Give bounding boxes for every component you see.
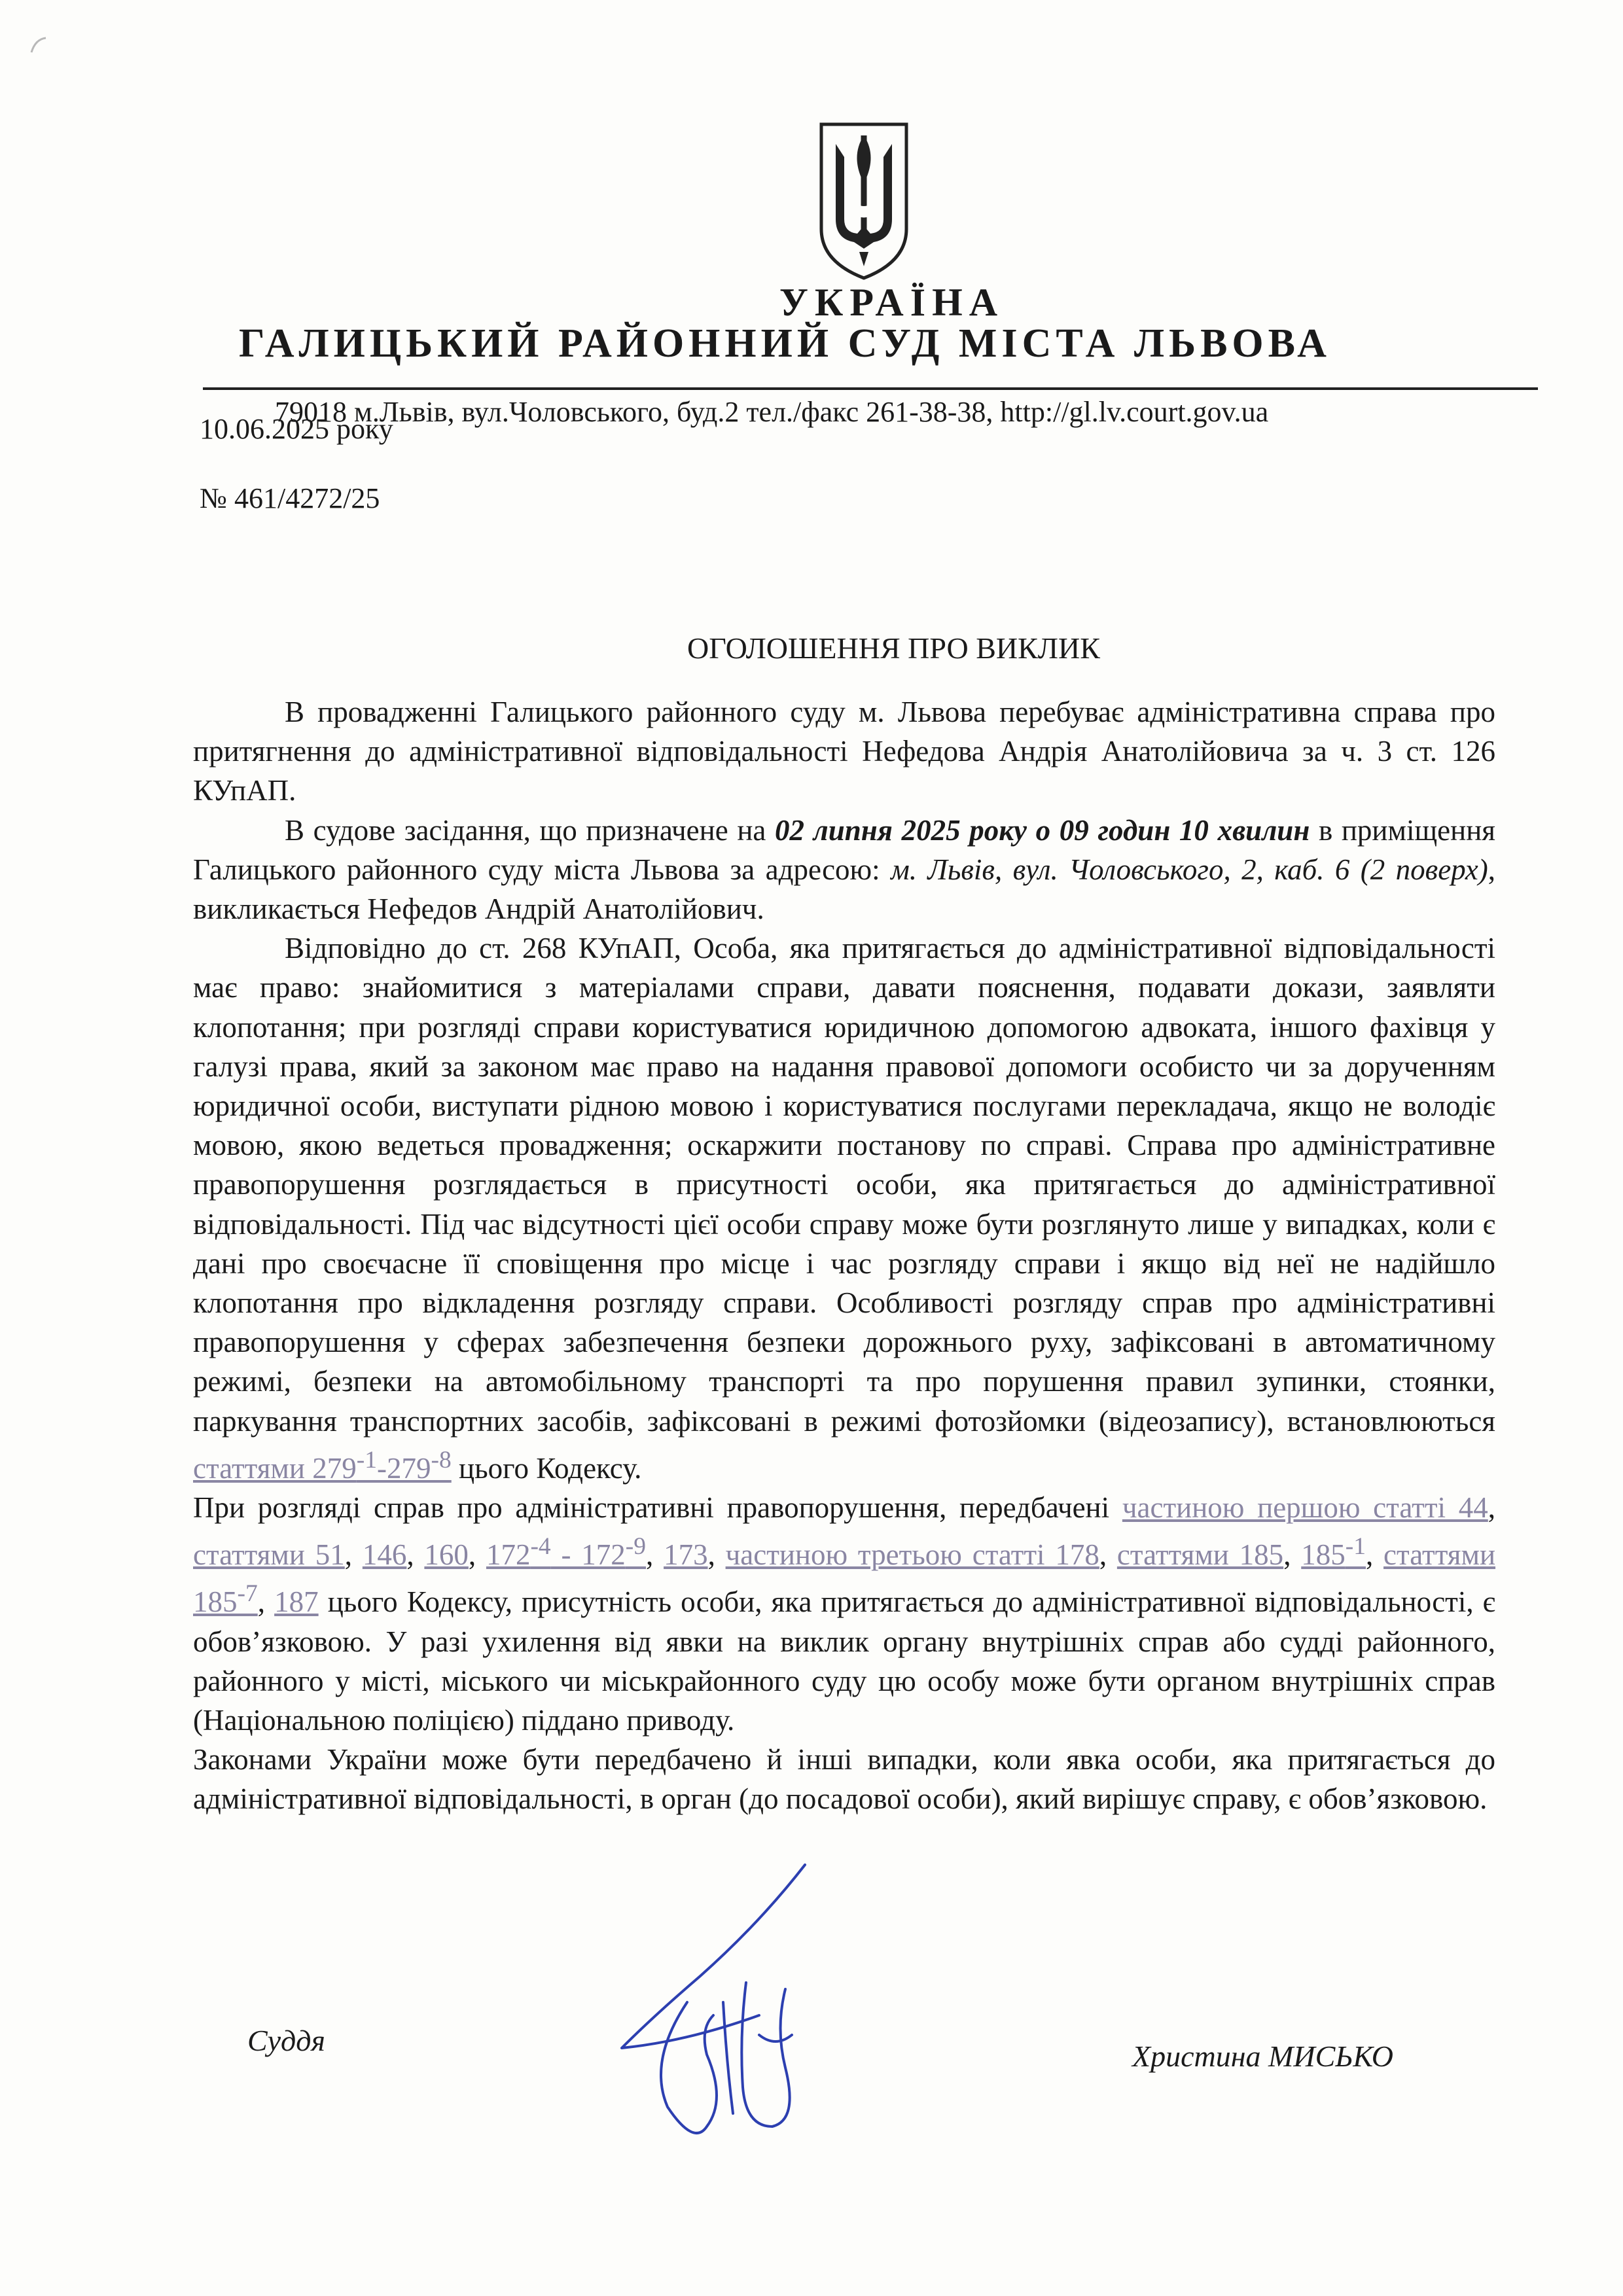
law-link[interactable]: 160 <box>424 1538 469 1572</box>
document-date: 10.06.2025 року <box>200 413 393 445</box>
hearing-text: в приміщення Галицького районного суду міста Львова за адресою: <box>193 813 1495 886</box>
paragraph-case: В провадженні Галицького районного суду м. Львова перебуває адміністративна справа про притягнення до адміністративної відповідальності Нефедова Андрія Анатолійовича за ч. 3 ст. 126 КУпАП. <box>193 696 1495 807</box>
document-body <box>193 692 1495 1819</box>
court-name: ГАЛИЦЬКИЙ РАЙОННИЙ СУД МІСТА ЛЬВОВА <box>239 321 1331 366</box>
hearing-text: , викликається Нефедов Андрій Анатолійович. <box>193 853 1495 926</box>
scan-mark-icon <box>26 33 52 59</box>
law-link-sup: -7 <box>237 1580 258 1608</box>
law-link[interactable]: 146 <box>362 1538 407 1572</box>
law-link-sup: -9 <box>625 1533 647 1561</box>
law-link-text: - 172 <box>550 1538 626 1572</box>
law-link[interactable]: 173 <box>664 1538 708 1572</box>
law-link-sup: -4 <box>530 1533 551 1561</box>
law-link-text: -279 <box>377 1451 431 1485</box>
case-number: № 461/4272/25 <box>200 482 380 514</box>
judge-label: Суддя <box>247 2024 325 2057</box>
country-name: УКРАЇНА <box>779 281 1005 324</box>
court-address: 79018 м.Львів, вул.Чоловського, буд.2 тел./факс 261-38-38, http://gl.lv.court.gov.ua <box>275 396 1269 428</box>
law-link-text: 185 <box>1301 1538 1346 1572</box>
law-link-sup: -8 <box>431 1446 452 1474</box>
paragraph-rights <box>193 928 1495 1488</box>
law-link[interactable]: статтями 51 <box>193 1538 345 1572</box>
law-link[interactable]: статтями 185 <box>1116 1538 1284 1572</box>
law-link[interactable] <box>486 1533 647 1572</box>
paragraph-presence: При розгляді справ про адміністративні правопорушення, передбачені частиною першою статті 44, статтями 51, 146, 160, $172^{-4} - 172^{-9}$, 173, частиною третьою статті 178, статтями 185, $185^{-1}$, статтями $185^{-7}$, 187 цього Кодексу, присутність особи, яка притягається до адміністративної відповідальності, є обов’язковою. У разі ухилення від явки на виклик органу внутрішніх справ або судді районного, районного у місті, міського чи міськрайонного суду цю особу може бути органом внутрішніх справ (Національною поліцією) піддано приводу. <box>193 1491 1496 1737</box>
law-link-text: статтями 185 <box>193 1538 1496 1619</box>
law-link[interactable] <box>193 1446 452 1485</box>
law-link[interactable]: частиною третьою статті 178 <box>725 1538 1099 1572</box>
law-link-sup: -1 <box>1345 1533 1366 1561</box>
judge-name: Христина МИСЬКО <box>1132 2040 1394 2073</box>
law-link[interactable] <box>1301 1533 1366 1572</box>
rights-text: цього Кодексу. <box>451 1451 642 1485</box>
hearing-datetime: 02 липня 2025 року о 09 годин 10 хвилин <box>775 813 1310 847</box>
paragraph-hearing <box>193 811 1495 929</box>
law-link-sup: -1 <box>356 1446 377 1474</box>
rights-text: Відповідно до ст. 268 КУпАП, Особа, яка притягається до адміністративної відповідальності має право: знайомитися з матеріалами справи, давати пояснення, подавати докази, заявляти клопотання; при розгляді справи користуватися юридичною допомогою адвоката, іншого фахівця у галузі права, який за законом має право на надання правової допомоги особисто чи за дорученням юридичної особи, виступати рідною мовою і користуватися послугами перекладача, якщо не володіє мовою, якою ведеться провадження; оскаржити постанову по справі. Справа про адміністративне правопорушення розглядається в присутності особи, яка притягається до адміністративної відповідальності. Під час відсутності цієї особи справу може бути розглянуто лише у випадках, коли є дані про своєчасне її сповіщення про місце і час розгляду справи і якщо від неї не надійшло клопотання про відкладення розгляду справи. Особливості розгляду справ про адміністративні правопорушення у сферах забезпечення безпеки дорожнього руху, зафіксовані в автоматичному режимі, безпеки на автомобільному транспорті та про порушення правил зупинки, стоянки, паркування транспортних засобів, зафіксовані в режимі фотозйомки (відеозапису), встановлюються <box>193 932 1495 1438</box>
signature <box>609 1852 857 2166</box>
presence-text: цього Кодексу, присутність особи, яка притягається до адміністративної відповідальності, є обов’язковою. У разі ухилення від явки на виклик органу внутрішніх справ або судді районного, районного у місті, міського чи міськрайонного суду цю особу може бути органом внутрішніх справ (Національною поліцією) піддано приводу. <box>193 1585 1495 1737</box>
law-link[interactable]: 187 <box>274 1585 319 1619</box>
trident-emblem-icon <box>815 121 913 281</box>
paragraph-other-cases: Законами України може бути передбачено й інші випадки, коли явка особи, яка притягається до адміністративної відповідальності, в орган (до посадової особи), який вирішує справу, є обов’язковою. <box>193 1743 1495 1816</box>
hearing-text: В судове засідання, що призначене на <box>285 813 776 847</box>
law-link-text: 172 <box>486 1538 531 1572</box>
header-divider <box>203 387 1538 390</box>
hearing-address: м. Львів, вул. Чоловського, 2, каб. 6 (2 поверх) <box>891 853 1488 886</box>
presence-text: При розгляді справ про адміністративні правопорушення, передбачені <box>193 1491 1122 1525</box>
law-link[interactable]: частиною першою статті 44 <box>1122 1491 1488 1525</box>
law-link-text: статтями 279 <box>193 1451 357 1485</box>
document-title: ОГОЛОШЕННЯ ПРО ВИКЛИК <box>687 631 1100 665</box>
